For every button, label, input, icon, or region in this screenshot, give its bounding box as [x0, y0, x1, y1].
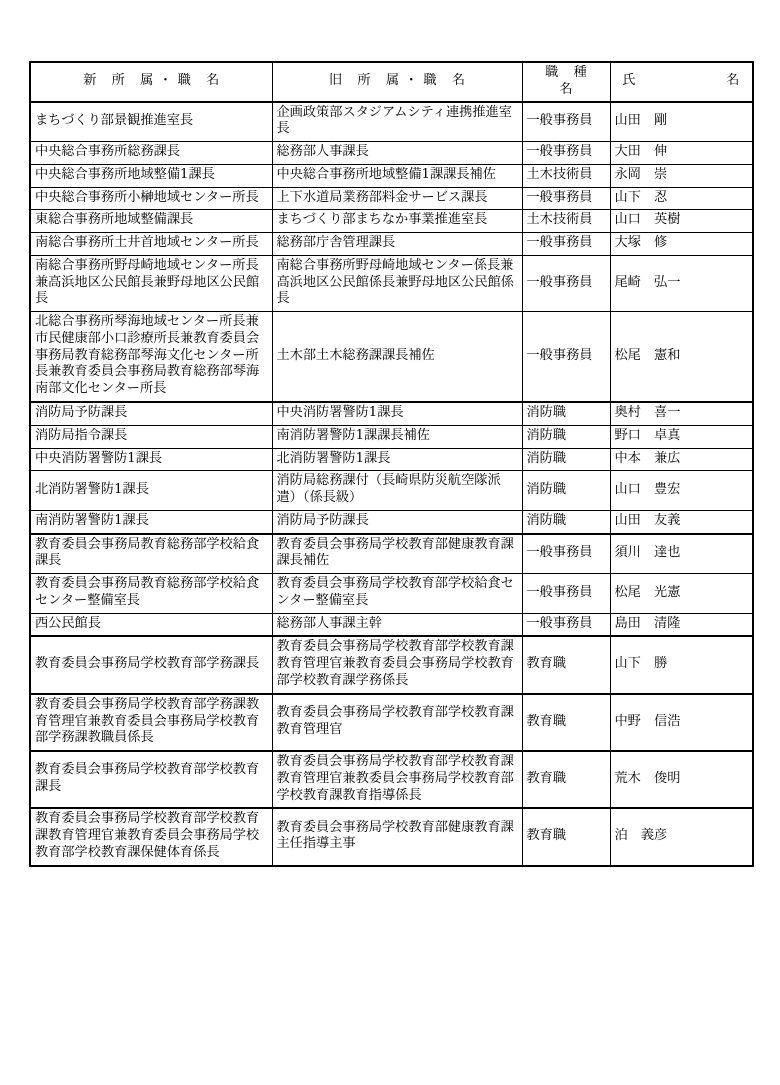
cell-new-post: 教育委員会事務局教育総務部学校給食センター整備室長	[30, 574, 272, 614]
personnel-transfer-table	[29, 61, 754, 867]
cell-new-post: 教育委員会事務局学校教育部学校教育課長	[30, 751, 272, 808]
cell-old-post: 総務部人事課長	[272, 142, 522, 165]
cell-name: 泊 義彦	[610, 808, 753, 865]
table-row	[30, 142, 753, 165]
table-row	[30, 312, 753, 402]
cell-name: 永岡 崇	[610, 164, 753, 187]
table-header	[30, 62, 753, 102]
column-header-job-type	[522, 62, 610, 102]
column-header-name	[610, 62, 753, 102]
cell-name: 大塚 修	[610, 233, 753, 256]
cell-name: 野口 卓真	[610, 425, 753, 448]
table-body	[30, 102, 753, 866]
cell-new-post: 教育委員会事務局学校教育部学務課教育管理官兼教育委員会事務局学校教育部学務課教職員係長	[30, 694, 272, 751]
table-row	[30, 636, 753, 693]
cell-new-post: 南総合事務所土井首地域センター所長	[30, 233, 272, 256]
cell-new-post: 南消防署警防1課長	[30, 510, 272, 533]
cell-name: 中本 兼広	[610, 448, 753, 471]
table-row	[30, 210, 753, 233]
cell-name: 山口 英樹	[610, 210, 753, 233]
cell-job-type: 一般事務員	[522, 102, 610, 142]
cell-new-post: 東総合事務所地域整備課長	[30, 210, 272, 233]
cell-job-type: 一般事務員	[522, 574, 610, 614]
cell-name: 山口 豊宏	[610, 471, 753, 511]
cell-old-post: 土木部土木総務課課長補佐	[272, 312, 522, 402]
cell-new-post: 教育委員会事務局学校教育部学校教育課教育管理官兼教育委員会事務局学校教育部学校教育課保健体育係長	[30, 808, 272, 865]
cell-new-post: まちづくり部景観推進室長	[30, 102, 272, 142]
cell-job-type: 一般事務員	[522, 142, 610, 165]
table-row	[30, 448, 753, 471]
cell-name: 中野 信浩	[610, 694, 753, 751]
column-header-new-post-label: 新 所 属・職 名	[83, 73, 225, 89]
cell-job-type: 消防職	[522, 425, 610, 448]
cell-new-post: 中央消防署警防1課長	[30, 448, 272, 471]
cell-old-post: 教育委員会事務局学校教育部学校教育課教育管理官兼教育委員会事務局学校教育部学校教育課学務係長	[272, 636, 522, 693]
cell-job-type: 教育職	[522, 636, 610, 693]
cell-new-post: 北消防署警防1課長	[30, 471, 272, 511]
cell-old-post: まちづくり部まちなか事業推進室長	[272, 210, 522, 233]
cell-old-post: 総務部庁舎管理課長	[272, 233, 522, 256]
transfer-table-container	[29, 61, 752, 867]
cell-new-post: 教育委員会事務局学校教育部学務課長	[30, 636, 272, 693]
cell-old-post: 南総合事務所野母崎地域センター係長兼高浜地区公民館係長兼野母地区公民館係長	[272, 255, 522, 311]
cell-job-type: 土木技術員	[522, 210, 610, 233]
cell-job-type: 一般事務員	[522, 233, 610, 256]
cell-name: 山田 友義	[610, 510, 753, 533]
column-header-name-label-right: 名	[726, 73, 741, 89]
cell-old-post: 教育委員会事務局学校教育部学校教育課教育管理官兼教委員会事務局学校教育部学校教育課教育指導係長	[272, 751, 522, 808]
cell-job-type: 一般事務員	[522, 255, 610, 311]
table-row	[30, 808, 753, 865]
cell-old-post: 上下水道局業務部料金サービス課長	[272, 187, 522, 210]
cell-job-type: 一般事務員	[522, 613, 610, 636]
cell-new-post: 北総合事務所琴海地域センター所長兼市民健康部小口診療所長兼教育委員会事務局教育総務部琴海文化センター所長兼教育委員会事務局教育総務部琴海南部文化センター所長	[30, 312, 272, 402]
cell-job-type: 土木技術員	[522, 164, 610, 187]
table-row	[30, 471, 753, 511]
cell-name: 尾崎 弘一	[610, 255, 753, 311]
cell-old-post: 消防局予防課長	[272, 510, 522, 533]
table-row	[30, 102, 753, 142]
cell-old-post: 教育委員会事務局学校教育部健康教育課主任指導主事	[272, 808, 522, 865]
table-header-row	[30, 62, 753, 102]
cell-name: 大田 伸	[610, 142, 753, 165]
column-header-name-label	[622, 73, 740, 90]
cell-job-type: 一般事務員	[522, 187, 610, 210]
cell-job-type: 教育職	[522, 808, 610, 865]
cell-job-type: 一般事務員	[522, 312, 610, 402]
cell-job-type: 教育職	[522, 751, 610, 808]
cell-old-post: 中央総合事務所地域整備1課課長補佐	[272, 164, 522, 187]
table-row	[30, 534, 753, 574]
cell-job-type: 消防職	[522, 471, 610, 511]
cell-new-post: 西公民館長	[30, 613, 272, 636]
column-header-new-post	[30, 62, 272, 102]
cell-new-post: 中央総合事務所地域整備1課長	[30, 164, 272, 187]
table-row	[30, 751, 753, 808]
column-header-job-type-label: 職 種 名	[545, 65, 593, 97]
cell-old-post: 中央消防署警防1課長	[272, 402, 522, 425]
column-header-old-post	[272, 62, 522, 102]
cell-old-post: 北消防署警防1課長	[272, 448, 522, 471]
cell-old-post: 企画政策部スタジアムシティ連携推進室長	[272, 102, 522, 142]
cell-old-post: 教育委員会事務局学校教育部学校教育課教育管理官	[272, 694, 522, 751]
cell-job-type: 消防職	[522, 402, 610, 425]
cell-name: 山田 剛	[610, 102, 753, 142]
cell-job-type: 消防職	[522, 448, 610, 471]
cell-name: 奥村 喜一	[610, 402, 753, 425]
table-row	[30, 164, 753, 187]
cell-new-post: 中央総合事務所総務課長	[30, 142, 272, 165]
table-row	[30, 187, 753, 210]
table-row	[30, 255, 753, 311]
cell-new-post: 消防局予防課長	[30, 402, 272, 425]
column-header-name-label-left: 氏	[622, 73, 637, 89]
table-row	[30, 233, 753, 256]
cell-name: 松尾 光憲	[610, 574, 753, 614]
column-header-old-post-label: 旧 所 属・職 名	[328, 73, 471, 89]
cell-name: 島田 清隆	[610, 613, 753, 636]
table-row	[30, 425, 753, 448]
cell-name: 荒木 俊明	[610, 751, 753, 808]
table-row	[30, 574, 753, 614]
table-row	[30, 613, 753, 636]
cell-old-post: 教育委員会事務局学校教育部健康教育課課長補佐	[272, 534, 522, 574]
table-row	[30, 510, 753, 533]
cell-job-type: 消防職	[522, 510, 610, 533]
table-row	[30, 694, 753, 751]
cell-old-post: 消防局総務課付（長崎県防災航空隊派遣）（係長級）	[272, 471, 522, 511]
cell-new-post: 南総合事務所野母崎地域センター所長兼高浜地区公民館長兼野母地区公民館長	[30, 255, 272, 311]
cell-job-type: 一般事務員	[522, 534, 610, 574]
cell-new-post: 教育委員会事務局教育総務部学校給食課長	[30, 534, 272, 574]
cell-name: 山下 勝	[610, 636, 753, 693]
cell-name: 山下 忍	[610, 187, 753, 210]
cell-job-type: 教育職	[522, 694, 610, 751]
cell-new-post: 中央総合事務所小榊地域センター所長	[30, 187, 272, 210]
cell-old-post: 南消防署警防1課課長補佐	[272, 425, 522, 448]
cell-name: 松尾 憲和	[610, 312, 753, 402]
table-row	[30, 402, 753, 425]
cell-old-post: 教育委員会事務局学校教育部学校給食センター整備室長	[272, 574, 522, 614]
cell-new-post: 消防局指令課長	[30, 425, 272, 448]
cell-name: 須川 達也	[610, 534, 753, 574]
cell-old-post: 総務部人事課主幹	[272, 613, 522, 636]
